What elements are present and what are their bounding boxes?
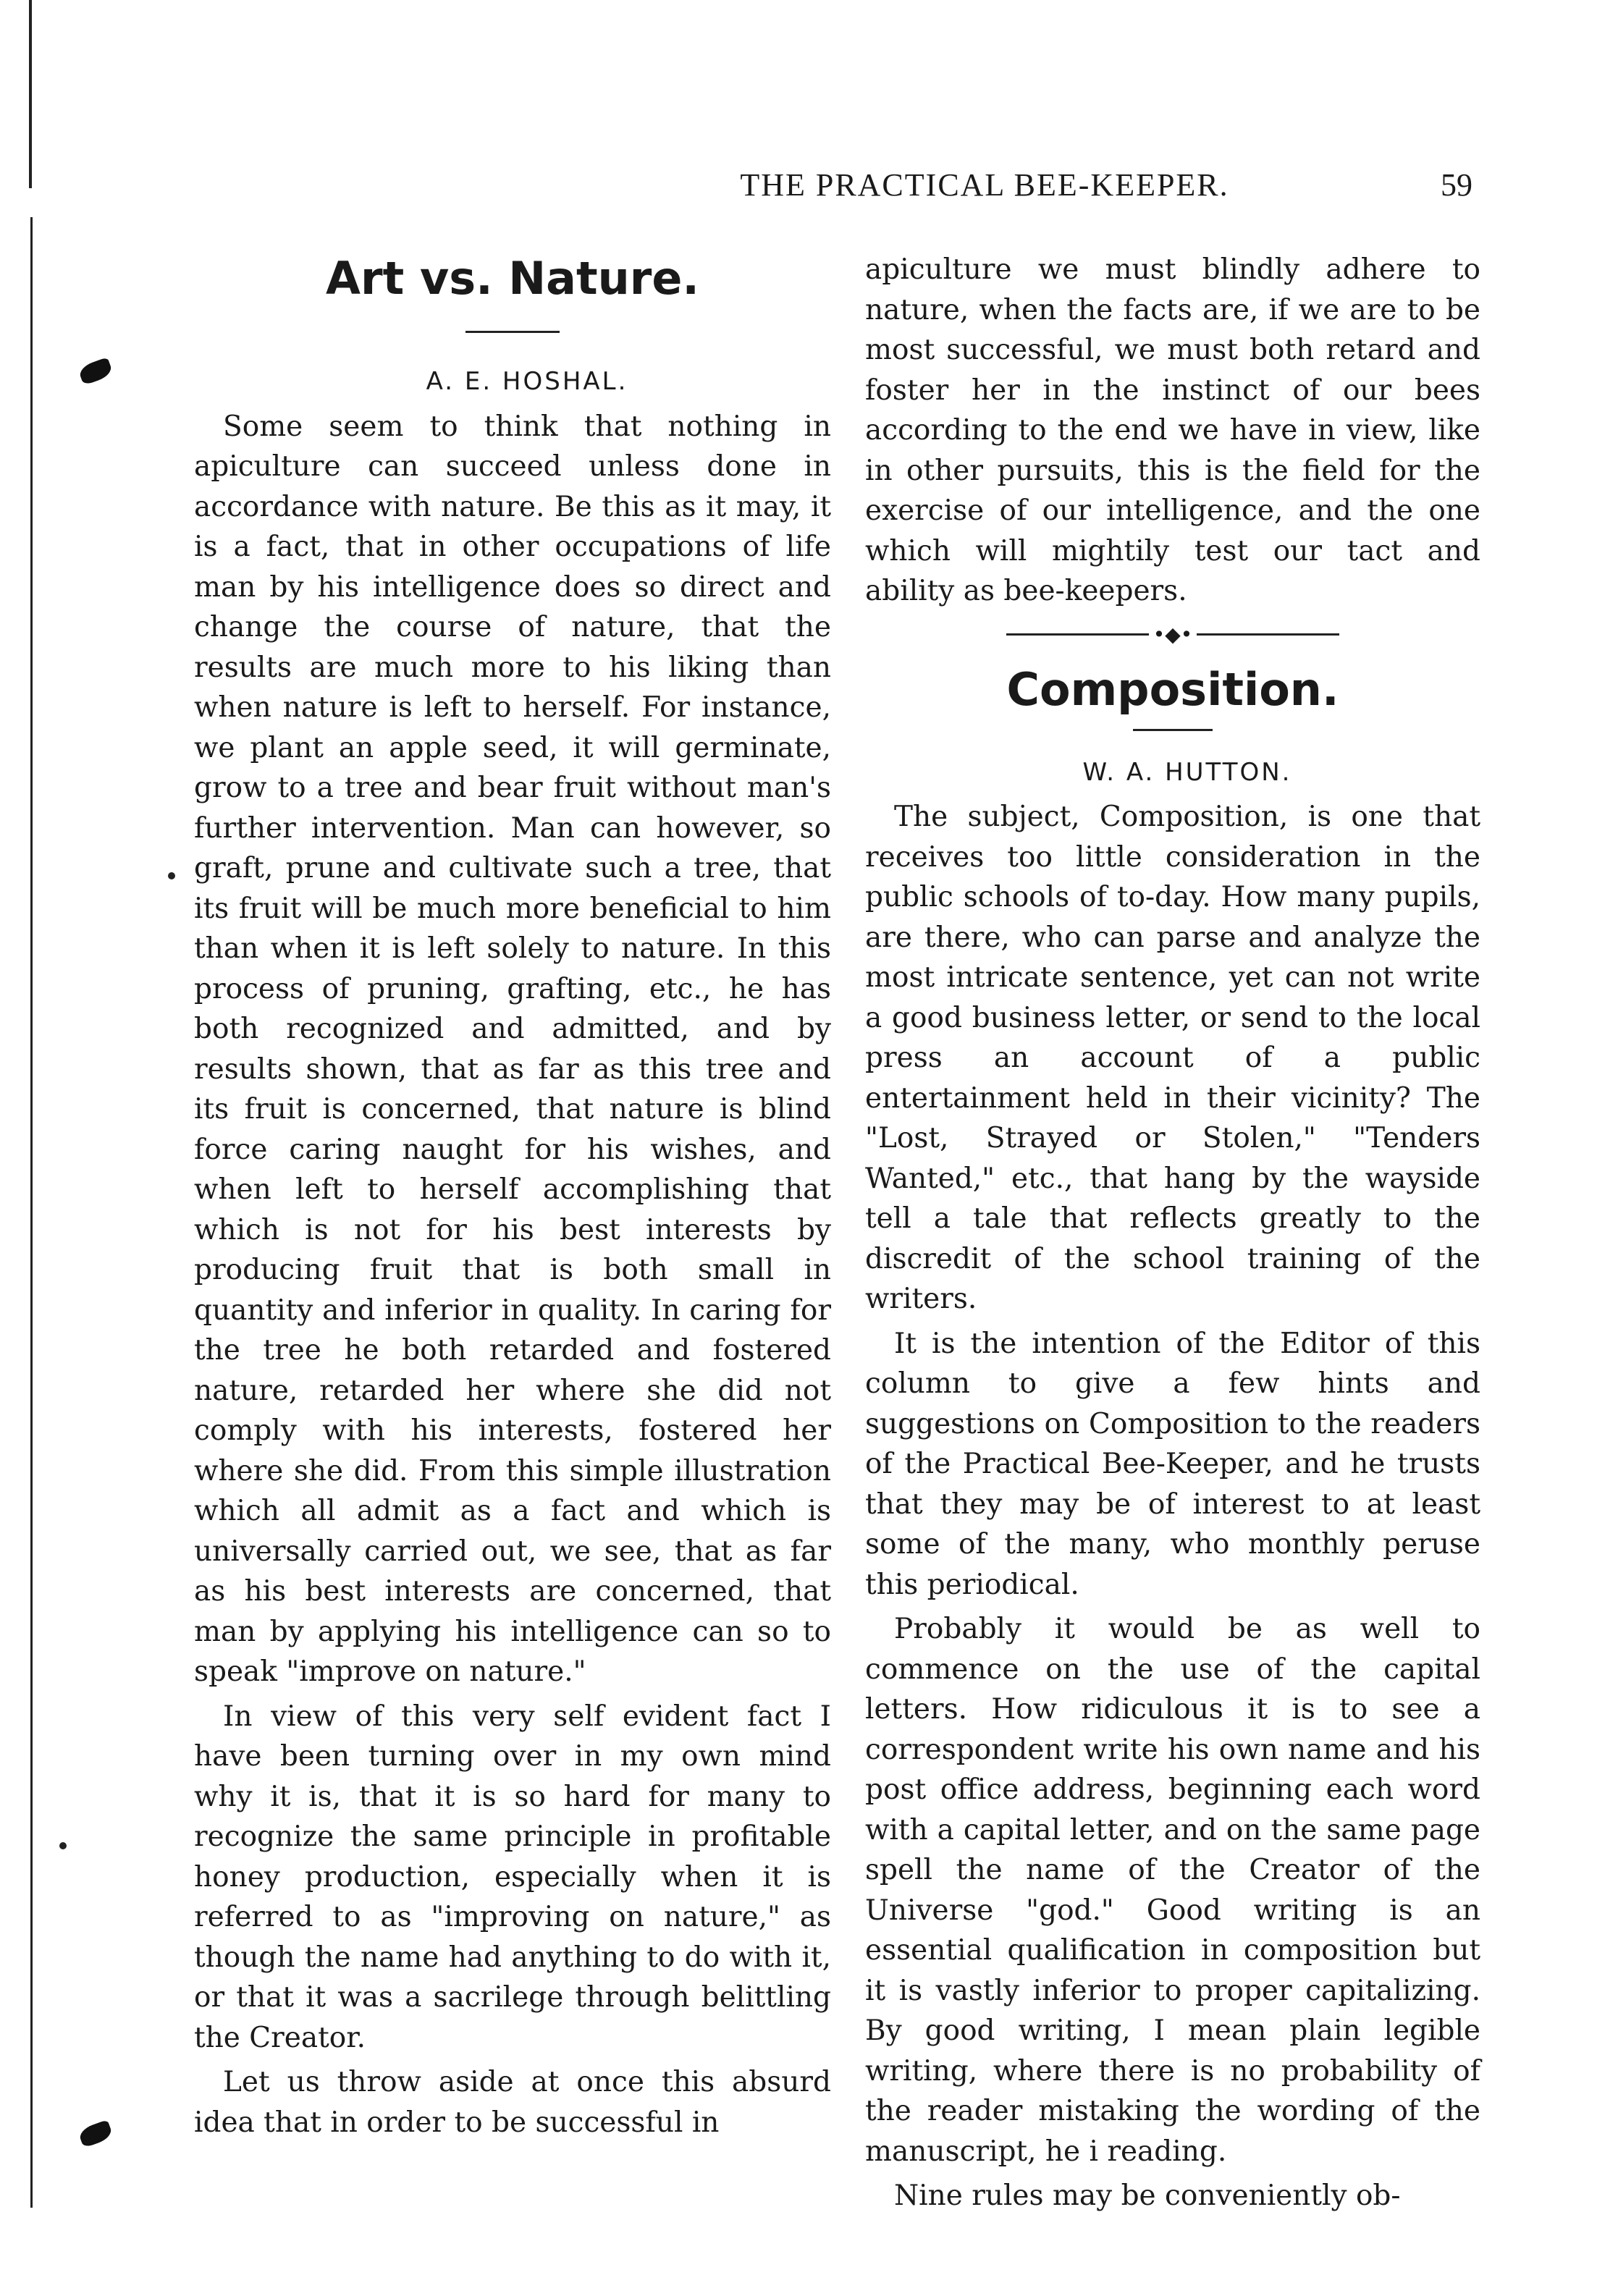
divider-line [1197,633,1339,636]
paragraph: Nine rules may be conveniently ob- [894,2179,1401,2212]
continued-paragraph: apiculture we must blindly adhere to nature, when the facts are, if we are to be most successful, we must both retard and foster her in the instinct of our bees according to the end we have in view, like in other pursuits, this is the field for the exercise of our intelligence, and the one which will mightily test our tact and ability as bee-keepers. [865,253,1480,607]
section-divider [1006,622,1339,646]
margin-dot [168,872,175,879]
paragraph: Some seem to think that nothing in apiculture can succeed unless done in accordance with nature. Be this as it may, it is a fact, that in other occupations of life man by his intelligence does so direct and change the course of nature, that the results are much more to his liking than when nature is left to herself. For instance, we plant an apple seed, it will germinate, grow to a tree and bear fruit without man's further intervention. Man can however, so graft, prune and cultivate such a tree, that its fruit will be much more beneficial to him than when it is left solely to nature. In this process of pruning, grafting, etc., he has both recognized and admitted, and by results shown, that as far as this tree and its fruit is concerned, that nature is blind force caring naught for his wishes, and when left to herself accomplishing that which is not for his best interests by producing fruit that is both small in quantity and inferior in quality. In caring for the tree he both retarded and fostered nature, retarded her where she did not comply with his interests, fostered her where she did. From this simple illustration which all admit as a fact and which is universally carried out, we see, that as far as his best interests are concerned, that man by applying his intelligence can so to speak "improve on nature." [194,410,831,1688]
paragraph: Let us throw aside at once this absurd idea that in order to be successful in [194,2066,831,2139]
margin-rule [29,0,32,188]
running-head: THE PRACTICAL BEE-KEEPER. [740,167,1229,203]
right-column [865,250,1480,2216]
paragraph: Probably it would be as well to commence on the use of the capital letters. How ridiculous it is to see a correspondent write his own name and his post office address, beginning each word with a capital letter, and on the same page spell the name of the Creator of the Universe "god." Good writing is an essential qualification in composition but it is vastly inferior to proper capitalizing. By good writing, I mean plain legible writing, where there is no probability of the reader mistaking the wording of the manuscript, he i reading. [865,1613,1480,2168]
article-title: Composition. [1006,662,1339,716]
margin-ink-mark [77,357,114,385]
title-rule [465,331,560,333]
title-rule [1133,729,1213,731]
article-title: Art vs. Nature. [326,252,699,305]
left-column [194,250,831,2143]
margin-ink-mark [77,2119,114,2148]
paragraph: It is the intention of the Editor of this column to give a few hints and suggestions on Composition to the readers of the Practical Bee-Keeper, and he trusts that they may be of interest to at least some of the many, who monthly peruse this periodical. [865,1327,1480,1601]
article-author: W. A. HUTTON. [1082,757,1292,787]
paragraph: The subject, Composition, is one that receives too little consideration in the public schools of to-day. How many pupils, are there, who can parse and analyze the most intricate sentence, yet can not write a good business letter, or send to the local press an account of a public entertainment held in their vicinity? The "Lost, Strayed or Stolen," "Tenders Wanted," etc., that hang by the wayside tell a tale that reflects greatly to the discredit of the school training of the writers. [865,801,1480,1315]
margin-rule [30,217,33,2208]
divider-line [1006,633,1149,636]
paragraph: In view of this very self evident fact I have been turning over in my own mind why it is, that it is so hard for many to recognize the same principle in profitable honey production, especially when it is referred to as "improving on nature," as though the name had anything to do with it, or that it was a sacrilege through belittling the Creator. [194,1700,831,2054]
page-number: 59 [1441,167,1472,203]
margin-dot [59,1842,67,1849]
article-author: A. E. HOSHAL. [426,367,628,396]
divider-ornament-icon: •◆• [1153,622,1193,646]
